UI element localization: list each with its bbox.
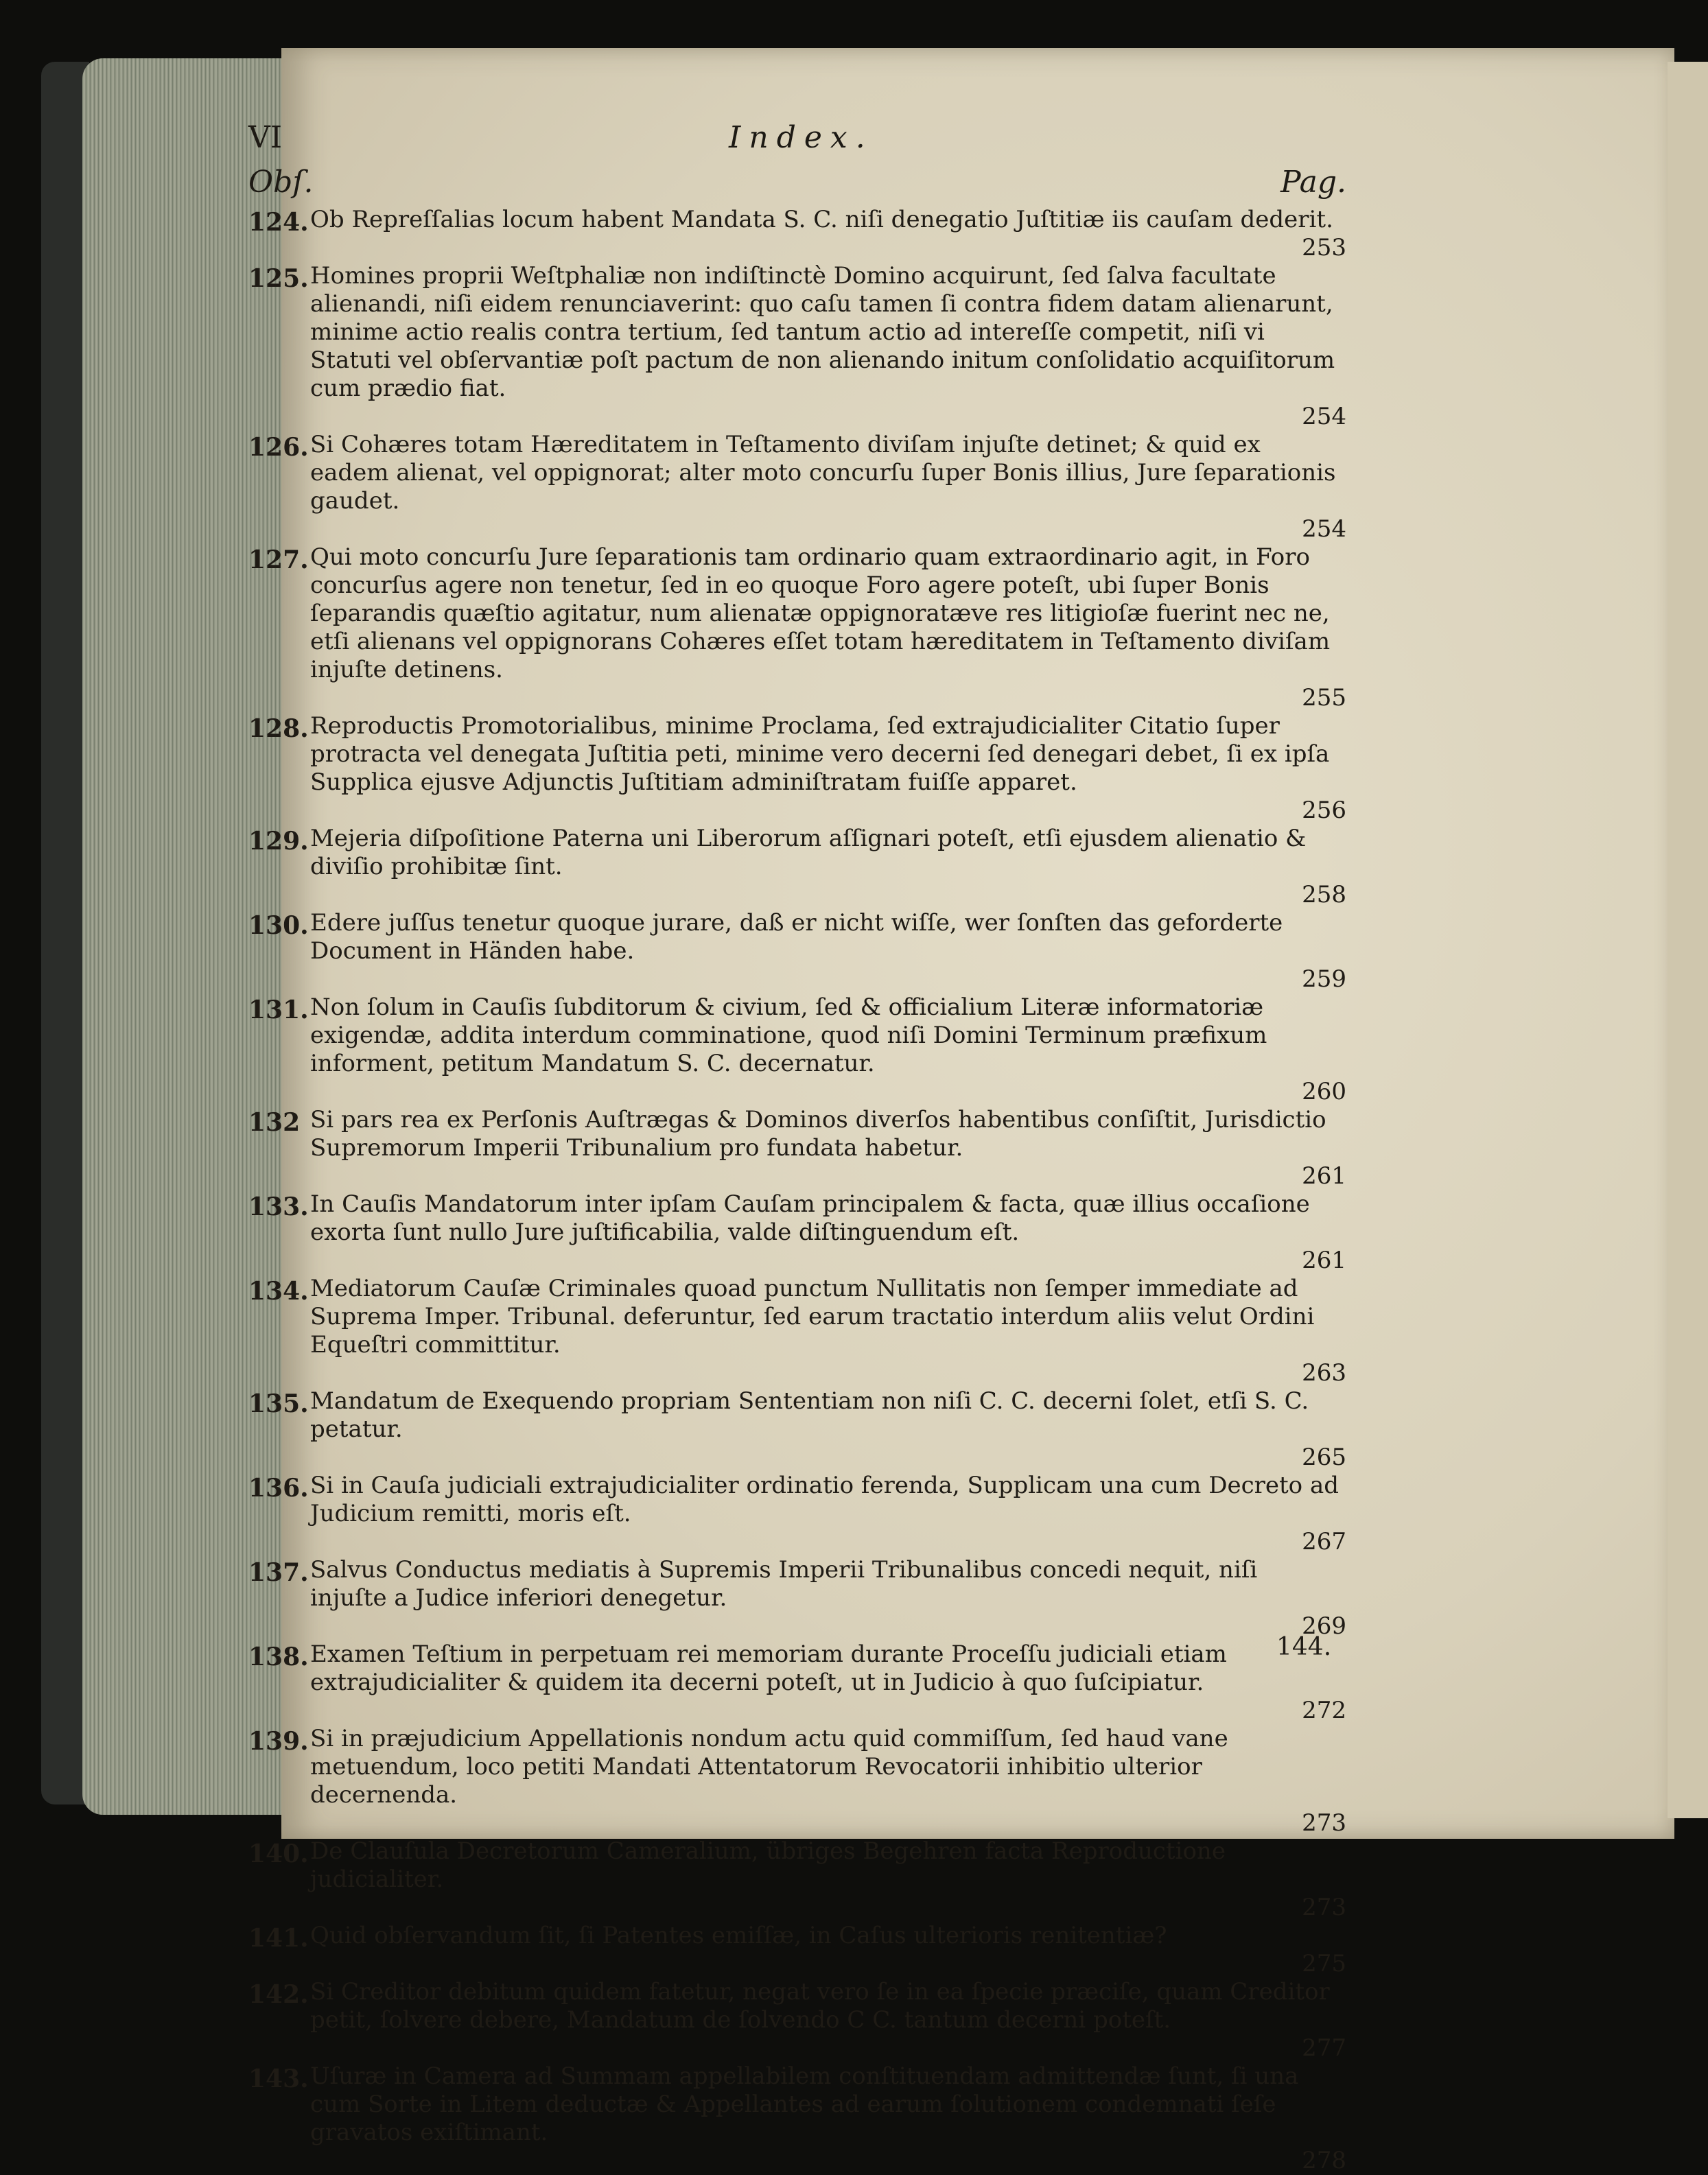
entry-page: 273	[1302, 1894, 1346, 1921]
entry-number: 137.	[248, 1558, 309, 1587]
column-labels	[248, 165, 1346, 206]
entry-number: 124.	[248, 208, 309, 237]
entry-page: 278	[1302, 2147, 1346, 2174]
entry-text: Quid obſervandum ſit, ſi Patentes emiſſæ, in Caſus ulterioris renitentiæ?	[310, 1922, 1167, 1949]
index-entry	[248, 994, 1346, 1106]
entry-page: 263	[1302, 1359, 1346, 1387]
entry-page: 273	[1302, 1809, 1346, 1837]
entry-number: 127.	[248, 545, 309, 574]
entry-text: Si Cohæres totam Hæreditatem in Teſtamento diviſam injuſte detinet; & quid ex eadem alienat, vel oppignorat; alter moto concurſu ſuper Bonis illius, Jure ſeparationis gaudet.	[310, 431, 1336, 515]
catchword: 144.	[1276, 1633, 1332, 1661]
entry-text: Non ſolum in Cauſis ſubditorum & civium, ſed & officialium Literæ informatoriæ exigendæ, addita interdum comminatione, quod niſi Domini Terminum præfixum informent, petitum Mandatum S. C. decernatur.	[310, 994, 1267, 1077]
running-title: Index.	[729, 120, 874, 155]
index-entry	[248, 825, 1346, 909]
entry-text: Ob Repreſſalias locum habent Mandata S. C. niſi denegatio Juſtitiæ iis cauſam dederit.	[310, 206, 1333, 233]
entry-page: 258	[1302, 881, 1346, 908]
entry-text: Mandatum de Exequendo propriam Sententiam non niſi C. C. decerni ſolet, etſi S. C. petatur.	[310, 1387, 1309, 1443]
entry-number: 132	[248, 1108, 301, 1137]
entry-number: 131.	[248, 996, 309, 1024]
entry-page: 265	[1302, 1444, 1346, 1471]
entry-number: 133.	[248, 1192, 309, 1221]
index-entry	[248, 1837, 1346, 1922]
index-entry	[248, 1641, 1346, 1725]
entry-number: 125.	[248, 264, 309, 293]
entry-page: 259	[1302, 965, 1346, 993]
entry-page: 260	[1302, 1078, 1346, 1105]
entry-page: 277	[1302, 2034, 1346, 2062]
entry-number: 139.	[248, 1727, 309, 1756]
entry-number: 142.	[248, 1980, 309, 2009]
entry-page: 253	[1302, 234, 1346, 261]
entry-page: 267	[1302, 1528, 1346, 1555]
entry-page: 275	[1302, 1950, 1346, 1977]
entry-text: Qui moto concurſu Jure ſeparationis tam ordinario quam extraordinario agit, in Foro concurſus agere non tenetur, ſed in eo quoque Foro agere poteſt, ubi ſuper Bonis ſeparandis quæſtio agitatur, num alienatæ oppignoratæve res litigioſæ fuerint nec ne, etſi alienans vel oppignorans Cohæres eſſet totam hæreditatem in Teſtamento diviſam injuſte detinens.	[310, 543, 1331, 683]
page-number: VI	[248, 120, 283, 155]
entry-number: 134.	[248, 1277, 309, 1306]
entry-page: 272	[1302, 1697, 1346, 1724]
index-entry	[248, 1978, 1346, 2062]
entry-text: Si in præjudicium Appellationis nondum actu quid commiſſum, ſed haud vane metuendum, loco petiti Mandati Attentatorum Revocatorii inhibitio ulterior decernenda.	[310, 1725, 1228, 1809]
entry-text: Salvus Conductus mediatis à Supremis Imperii Tribunalibus concedi nequit, niſi injuſte a Judice inferiori denegetur.	[310, 1556, 1258, 1612]
entry-text: De Clauſula Decretorum Cameralium, übriges Begehren facta Reproductione judicialiter.	[310, 1837, 1226, 1893]
entry-text: Si in Cauſa judiciali extrajudicialiter ordinatio ferenda, Supplicam una cum Decreto ad Judicium remitti, moris eſt.	[310, 1472, 1339, 1527]
index-entry	[248, 1556, 1346, 1641]
entry-page: 255	[1302, 684, 1346, 712]
facing-page-edge	[1668, 62, 1708, 1818]
entry-page: 261	[1302, 1162, 1346, 1190]
index-entry	[248, 2062, 1346, 2175]
entry-number: 130.	[248, 911, 309, 940]
entry-page: 261	[1302, 1247, 1346, 1274]
entry-number: 138.	[248, 1643, 309, 1671]
entry-text: Uſuræ in Camera ad Summam appellabilem conſtituendam admittendæ ſunt, ſi una cum Sorte in Litem deductæ & Appellantes ad earum ſolutionem condemnati ſeſe gravatos exiſtimant.	[310, 2062, 1299, 2146]
entry-number: 129.	[248, 827, 309, 856]
index-entry	[248, 909, 1346, 994]
column-label-obs: Obſ.	[248, 165, 314, 200]
entry-text: Si pars rea ex Perſonis Auſtrægas & Dominos diverſos habentibus conſiſtit, Jurisdictio Supremorum Imperii Tribunalium pro fundata habetur.	[310, 1106, 1326, 1162]
entry-page: 254	[1302, 515, 1346, 543]
entry-number: 126.	[248, 433, 309, 462]
entry-number: 136.	[248, 1474, 309, 1503]
index-entry	[248, 206, 1346, 262]
entry-text: Mediatorum Cauſæ Criminales quoad punctum Nullitatis non ſemper immediate ad Suprema Imper. Tribunal. deferuntur, ſed earum tractatio interdum aliis velut Ordini Equeſtri committitur.	[310, 1275, 1315, 1359]
entry-page: 256	[1302, 797, 1346, 824]
entry-number: 140.	[248, 1839, 309, 1868]
column-label-pag: Pag.	[1280, 165, 1346, 200]
entry-number: 141.	[248, 1924, 309, 1953]
entry-text: Reproductis Promotorialibus, minime Proclama, ſed extrajudicialiter Citatio ſuper protracta vel denegata Juſtitia peti, minime vero decerni ſed denegari debet, ſi ex ipſa Supplica ejusve Adjunctis Juſtitiam adminiſtratam fuiſſe apparet.	[310, 712, 1330, 796]
entry-text: Examen Teſtium in perpetuam rei memoriam durante Proceſſu judiciali etiam extrajudicialiter & quidem ita decerni poteſt, ut in Judicio à quo ſuſcipiatur.	[310, 1641, 1227, 1696]
index-entry	[248, 262, 1346, 431]
index-entry	[248, 1190, 1346, 1275]
entry-text: Si Creditor debitum quidem fatetur, negat vero ſe in ea ſpecie præciſe, quam Creditor petit, ſolvere debere, Mandatum de ſolvendo C C. tantum decerni poteſt.	[310, 1978, 1330, 2034]
page-header	[248, 120, 1346, 168]
entry-text: Mejeria diſpoſitione Paterna uni Liberorum aſſignari poteſt, etſi ejusdem alienatio & diviſio prohibitæ ſint.	[310, 825, 1307, 880]
index-entry	[248, 1725, 1346, 1837]
entry-page: 269	[1302, 1612, 1346, 1640]
index-entry	[248, 712, 1346, 825]
entry-text: Homines proprii Weſtphaliæ non indiſtinctè Domino acquirunt, ſed ſalva facultate alienandi, niſi eidem renunciaverint: quo caſu tamen ſi contra fidem datam alienarunt, minime actio realis contra tertium, ſed tantum actio ad intereſſe competit, niſi vi Statuti vel obſervantiæ poſt pactum de non alienando initum conſolidatio acquiſitorum cum prædio fiat.	[310, 262, 1335, 402]
index-entry	[248, 1387, 1346, 1472]
entry-number: 143.	[248, 2065, 309, 2093]
entry-text: In Cauſis Mandatorum inter ipſam Cauſam principalem & facta, quæ illius occaſione exorta ſunt nullo Jure juſtificabilia, valde diſtinguendum eſt.	[310, 1190, 1310, 1246]
index-entry	[248, 1922, 1346, 1978]
entry-number: 135.	[248, 1389, 309, 1418]
index-entries	[248, 206, 1346, 2175]
entry-text: Edere juſſus tenetur quoque jurare, daß er nicht wiſſe, wer ſonſten das geforderte Document in Händen habe.	[310, 909, 1283, 965]
index-entry	[248, 543, 1346, 712]
index-entry	[248, 431, 1346, 543]
entry-number: 128.	[248, 714, 309, 743]
index-entry	[248, 1472, 1346, 1556]
entry-page: 254	[1302, 403, 1346, 430]
index-entry	[248, 1106, 1346, 1190]
index-entry	[248, 1275, 1346, 1387]
